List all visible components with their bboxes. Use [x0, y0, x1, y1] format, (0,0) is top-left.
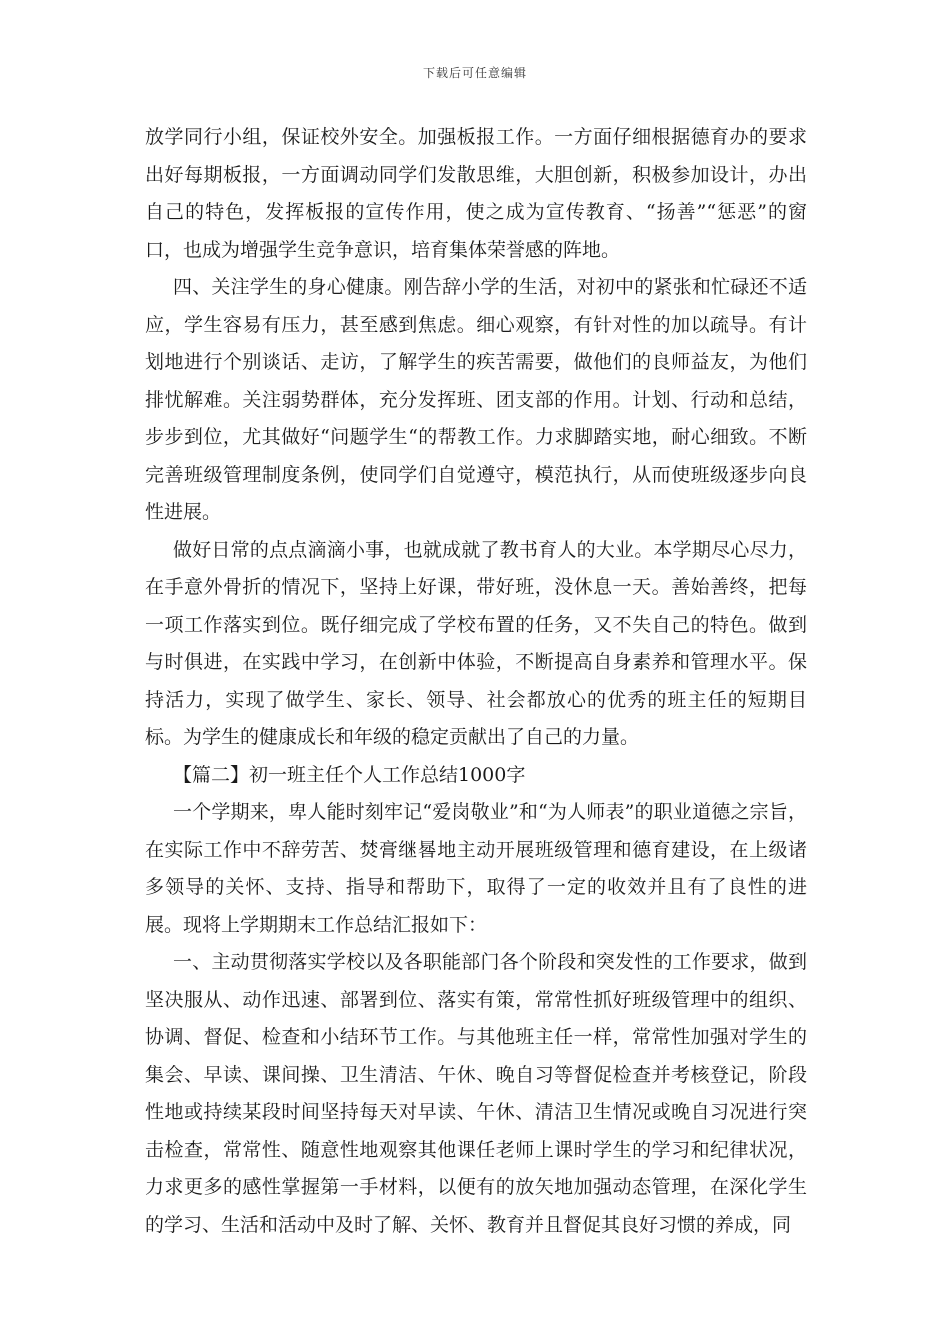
- page-header: 下载后可任意编辑: [422, 66, 527, 80]
- section-heading: 【篇二】初一班主任个人工作总结1000字: [173, 763, 526, 786]
- paragraph-1: 放学同行小组，保证校外安全。加强板报工作。一方面仔细根据德育办的要求出好每期板报，一方面调动同学们发散思维，大胆创新，积极参加设计，办出自己的特色，发挥板报的宣传作用，使之成为宣传教育、“扬善”“惩恶”的窗口，也成为增强学生竞争意识，培育集体荣誉感的阵地。: [145, 126, 807, 261]
- paragraph-4: 一个学期来，卑人能时刻牢记“爱岗敬业”和“为人师表”的职业道德之宗旨，在实际工作中不辞劳苦、焚膏继晷地主动开展班级管理和德育建设，在上级诸多领导的关怀、支持、指导和帮助下，取得了一定的收效并且有了良性的进展。现将上学期期末工作总结汇报如下：: [145, 801, 807, 936]
- paragraph-3: 做好日常的点点滴滴小事，也就成就了教书育人的大业。本学期尽心尽力，在手意外骨折的情况下，坚持上好课，带好班，没休息一天。善始善终，把每一项工作落实到位。既仔细完成了学校布置的任务，又不失自己的特色。做到与时俱进，在实践中学习，在创新中体验，不断提高自身素养和管理水平。保持活力，实现了做学生、家长、领导、社会都放心的优秀的班主任的短期目标。为学生的健康成长和年级的稳定贡献出了自己的力量。: [145, 538, 807, 748]
- document-body: [145, 119, 807, 1244]
- paragraph-2: 四、关注学生的身心健康。刚告辞小学的生活，对初中的紧张和忙碌还不适应，学生容易有压力，甚至感到焦虑。细心观察，有针对性的加以疏导。有计划地进行个别谈话、走访，了解学生的疾苦需要，做他们的良师益友，为他们排忧解难。关注弱势群体，充分发挥班、团支部的作用。计划、行动和总结，步步到位，尤其做好“问题学生“的帮教工作。力求脚踏实地，耐心细致。不断完善班级管理制度条例，使同学们自觉遵守，模范执行，从而使班级逐步向良性进展。: [145, 276, 807, 523]
- paragraph-5: 一、主动贯彻落实学校以及各职能部门各个阶段和突发性的工作要求，做到坚决服从、动作迅速、部署到位、落实有策，常常性抓好班级管理中的组织、协调、督促、检查和小结环节工作。与其他班主任一样，常常性加强对学生的集会、早读、课间操、卫生清洁、午休、晚自习等督促检查并考核登记，阶段性地或持续某段时间坚持每天对早读、午休、清洁卫生情况或晚自习况进行突击检查，常常性、随意性地观察其他课任老师上课时学生的学习和纪律状况，力求更多的感性掌握第一手材料，以便有的放矢地加强动态管理，在深化学生的学习、生活和活动中及时了解、关怀、教育并且督促其良好习惯的养成，同: [145, 951, 807, 1236]
